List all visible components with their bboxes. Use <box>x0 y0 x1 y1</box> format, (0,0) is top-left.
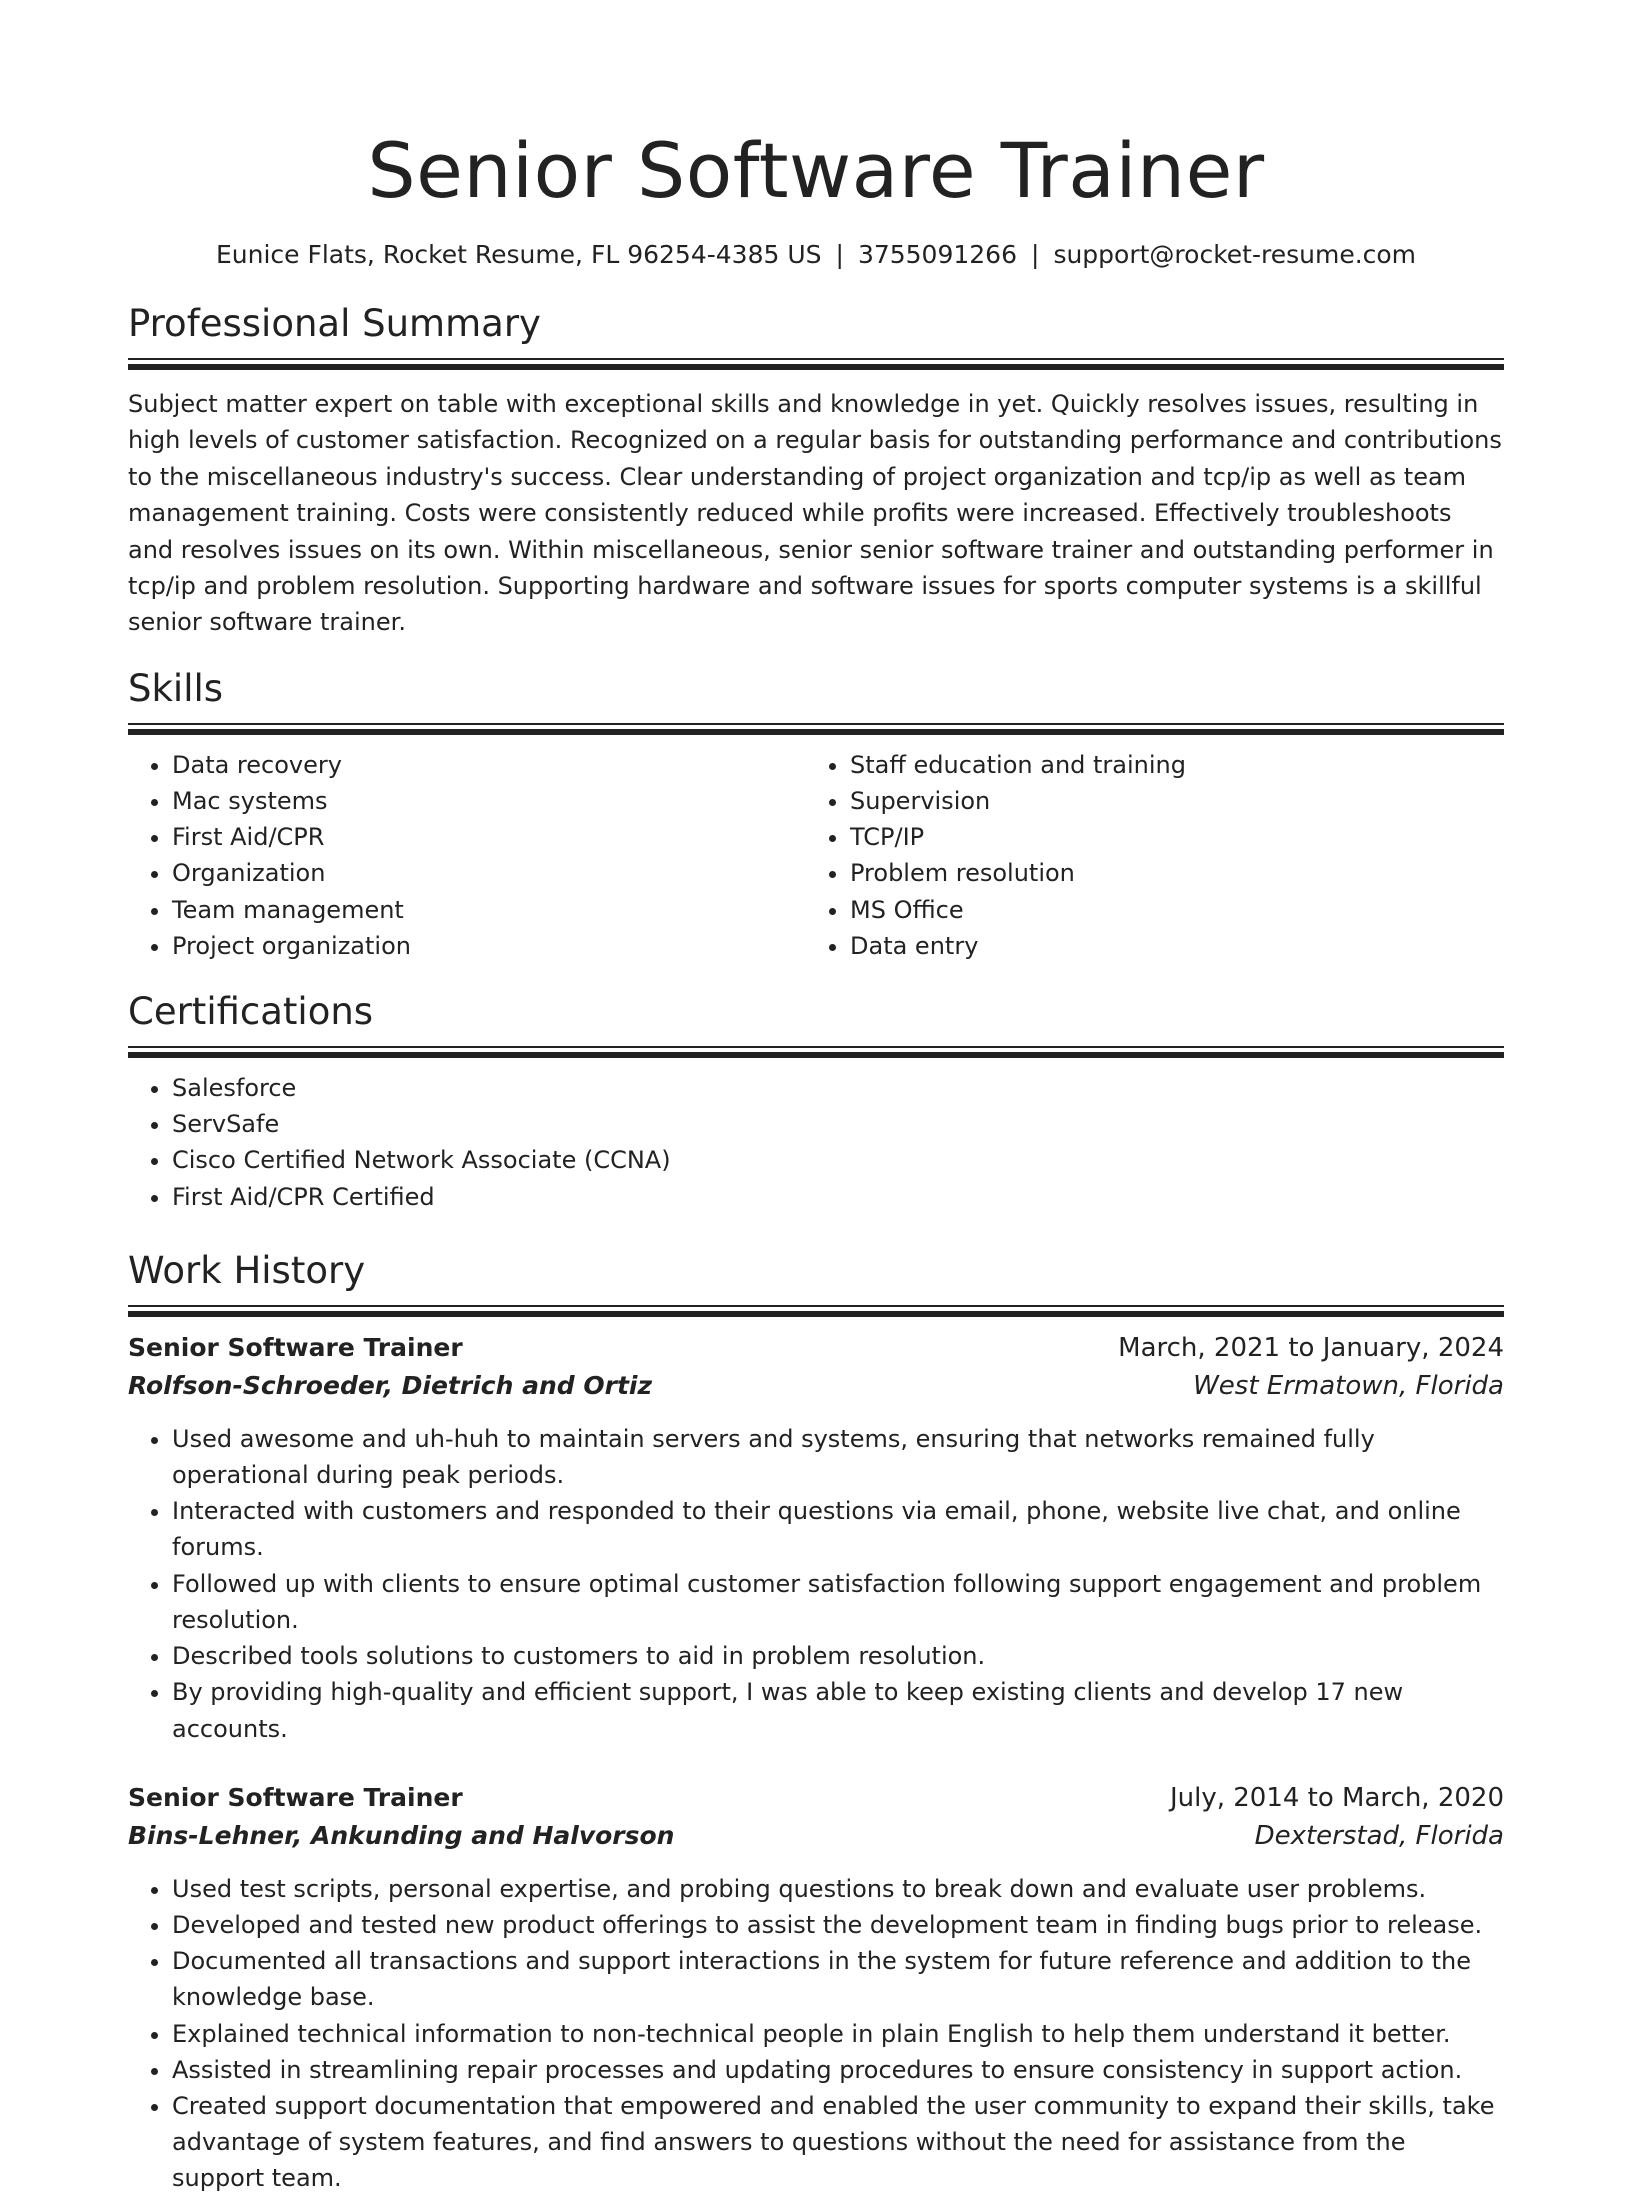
job-bullets <box>128 1871 1504 2197</box>
certification-item: • ServSafe <box>172 1106 1504 1142</box>
job-location: West Ermatown, Florida <box>1193 1370 1504 1401</box>
job-bullet: • Explained technical information to non-technical people in plain English to help them understand it better. <box>172 2016 1504 2052</box>
section-title-summary: Professional Summary <box>128 302 541 345</box>
section-title-skills: Skills <box>128 666 224 710</box>
skill-item: • Team management <box>172 892 806 928</box>
contact-email: support@rocket-resume.com <box>1053 240 1417 269</box>
job-header <box>128 1329 1504 1367</box>
section-divider <box>128 1046 1504 1058</box>
skill-item: • Mac systems <box>172 783 806 819</box>
resume-page <box>128 0 1504 2197</box>
job-header <box>128 1779 1504 1817</box>
job-bullet: • Developed and tested new product offerings to assist the development team in finding bugs prior to release. <box>172 1907 1504 1943</box>
section-divider <box>128 723 1504 735</box>
skill-item: • Problem resolution <box>850 855 1484 891</box>
skills-columns <box>128 747 1504 964</box>
section-title-certifications: Certifications <box>128 990 374 1034</box>
job-bullet: • Used test scripts, personal expertise, and probing questions to break down and evaluate user problems. <box>172 1871 1504 1907</box>
job-bullets <box>128 1421 1504 1747</box>
skill-item: • MS Office <box>850 892 1484 928</box>
contact-address: Eunice Flats, Rocket Resume, FL 96254-4385 US <box>215 240 822 269</box>
job-dates: July, 2014 to March, 2020 <box>1169 1782 1504 1813</box>
skills-list-right <box>806 747 1484 964</box>
contact-separator: | <box>1031 240 1040 269</box>
skill-item: • First Aid/CPR <box>172 819 806 855</box>
certification-item: • Salesforce <box>172 1070 1504 1106</box>
contact-phone: 3755091266 <box>857 240 1017 269</box>
job-subheader <box>128 1367 1504 1405</box>
summary-section <box>128 302 1504 641</box>
job-dates: March, 2021 to January, 2024 <box>1118 1332 1504 1363</box>
job-title: Senior Software Trainer <box>128 1782 463 1812</box>
job-company: Rolfson-Schroeder, Dietrich and Ortiz <box>128 1370 653 1400</box>
job-location: Dexterstad, Florida <box>1254 1820 1504 1851</box>
job-entry <box>128 1329 1504 1747</box>
job-bullet: • Followed up with clients to ensure optimal customer satisfaction following support engagement and problem resolution. <box>172 1566 1504 1638</box>
job-subheader <box>128 1817 1504 1855</box>
summary-text: Subject matter expert on table with exceptional skills and knowledge in yet. Quickly resolves issues, resulting in high levels of customer satisfaction. Recognized on a regular basis for outstanding performance and contributions to the miscellaneous industry's success. Clear understanding of project organization and tcp/ip as well as team management training. Costs were consistently reduced while profits were increased. Effectively troubleshoots and resolves issues on its own. Within miscellaneous, senior senior software trainer and outstanding performer in tcp/ip and problem resolution. Supporting hardware and software issues for sports computer systems is a skillful senior software trainer. <box>128 390 1502 637</box>
job-title: Senior Software Trainer <box>128 1332 463 1362</box>
contact-line <box>128 238 1504 272</box>
skill-item: • Data entry <box>850 928 1484 964</box>
skill-item: • Supervision <box>850 783 1484 819</box>
job-bullet: • Assisted in streamlining repair processes and updating procedures to ensure consistency in support action. <box>172 2052 1504 2088</box>
job-bullet: • Described tools solutions to customers to aid in problem resolution. <box>172 1638 1504 1674</box>
section-divider <box>128 358 1504 370</box>
resume-title: Senior Software Trainer <box>367 126 1265 215</box>
contact-separator: | <box>835 240 844 269</box>
section-title-work-history: Work History <box>128 1248 366 1292</box>
job-bullet: • Created support documentation that empowered and enabled the user community to expand their skills, take advantage of system features, and find answers to questions without the need for assistance from the support team. <box>172 2088 1504 2197</box>
skill-item: • TCP/IP <box>850 819 1484 855</box>
certification-item: • Cisco Certified Network Associate (CCNA) <box>172 1142 1504 1178</box>
skill-item: • Organization <box>172 855 806 891</box>
skill-item: • Data recovery <box>172 747 806 783</box>
certification-item: • First Aid/CPR Certified <box>172 1179 1504 1215</box>
job-entry <box>128 1779 1504 2197</box>
certifications-section <box>128 990 1504 1215</box>
job-bullet: • Interacted with customers and responded to their questions via email, phone, website live chat, and online forums. <box>172 1493 1504 1565</box>
skill-item: • Project organization <box>172 928 806 964</box>
job-bullet: • By providing high-quality and efficient support, I was able to keep existing clients and develop 17 new accounts. <box>172 1674 1504 1746</box>
certifications-list <box>128 1070 1504 1215</box>
skills-list-left <box>128 747 806 964</box>
work-history-section <box>128 1249 1504 2197</box>
section-divider <box>128 1305 1504 1317</box>
job-bullet: • Used awesome and uh-huh to maintain servers and systems, ensuring that networks remained fully operational during peak periods. <box>172 1421 1504 1493</box>
skills-section <box>128 667 1504 964</box>
job-bullet: • Documented all transactions and support interactions in the system for future reference and addition to the knowledge base. <box>172 1943 1504 2015</box>
skill-item: • Staff education and training <box>850 747 1484 783</box>
job-company: Bins-Lehner, Ankunding and Halvorson <box>128 1820 675 1850</box>
